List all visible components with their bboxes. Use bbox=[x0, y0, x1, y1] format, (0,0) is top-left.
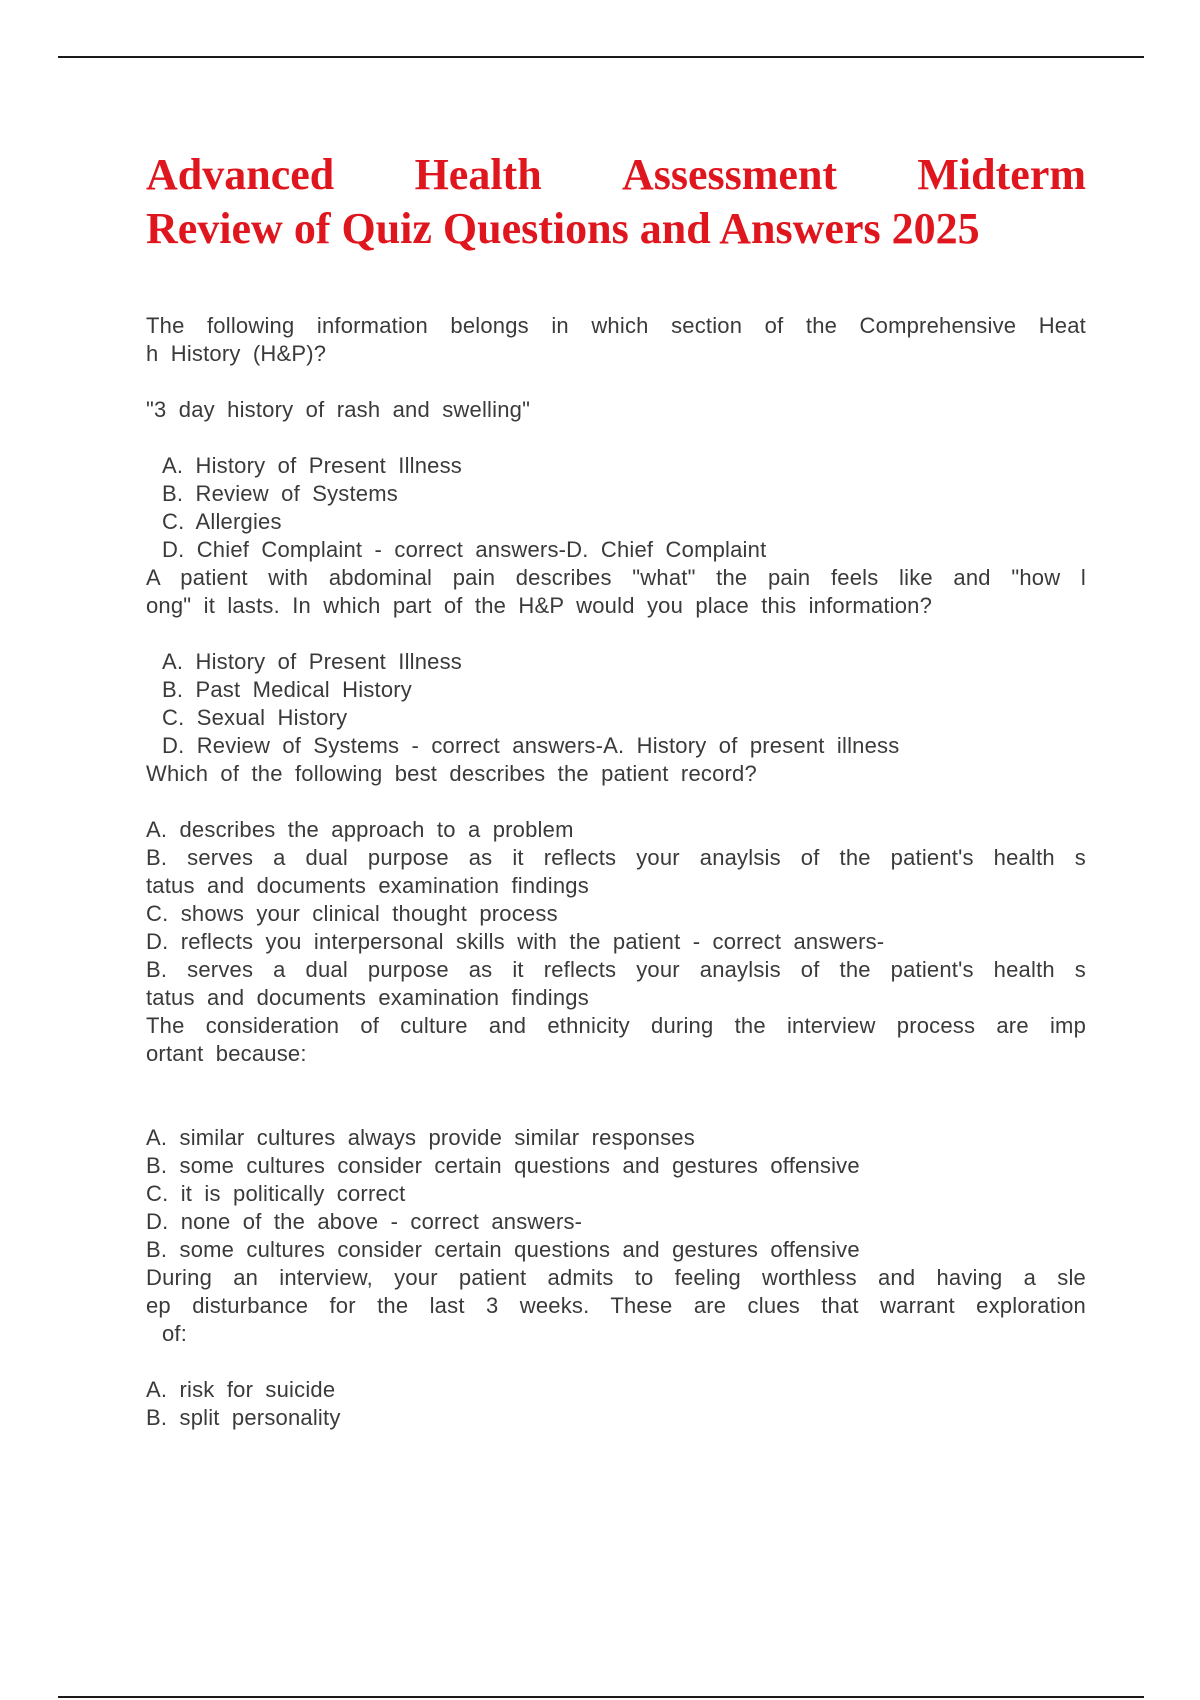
question-3-option-c: C. shows your clinical thought process bbox=[146, 901, 558, 926]
question-2-stem-cont: ong" it lasts. In which part of the H&P would you place this information? bbox=[146, 593, 933, 618]
question-5-stem-end: of: bbox=[162, 1321, 188, 1346]
question-1-option-c: C. Allergies bbox=[162, 509, 282, 534]
question-4-option-d: D. none of the above - correct answers- bbox=[146, 1209, 583, 1234]
question-1-stem-cont: h History (H&P)? bbox=[146, 341, 327, 366]
question-5-stem: During an interview, your patient admits to feeling worthless and having a sle bbox=[146, 1265, 1086, 1290]
title-word: Assessment bbox=[621, 150, 838, 199]
title-word: Midterm bbox=[917, 150, 1086, 199]
question-4-option-b: B. some cultures consider certain questions and gestures offensive bbox=[146, 1153, 860, 1178]
question-1-option-a: A. History of Present Illness bbox=[162, 453, 463, 478]
question-2-option-b: B. Past Medical History bbox=[162, 677, 413, 702]
title-word: Advanced bbox=[146, 150, 335, 199]
document-title bbox=[146, 148, 1086, 256]
question-1-stem: The following information belongs in which section of the Comprehensive Heat bbox=[146, 313, 1086, 338]
spacer bbox=[146, 424, 1086, 452]
question-3-option-b-cont: tatus and documents examination findings bbox=[146, 873, 589, 898]
question-3-option-b: B. serves a dual purpose as it reflects your anaylsis of the patient's health s bbox=[146, 845, 1086, 870]
spacer bbox=[146, 1348, 1086, 1376]
title-word: Health bbox=[414, 150, 542, 199]
question-2-option-d: D. Review of Systems - correct answers-A. History of present illness bbox=[162, 733, 900, 758]
question-3-stem: Which of the following best describes the patient record? bbox=[146, 761, 757, 786]
spacer bbox=[146, 620, 1086, 648]
question-3-answer: B. serves a dual purpose as it reflects your anaylsis of the patient's health s bbox=[146, 957, 1086, 982]
question-4-option-c: C. it is politically correct bbox=[146, 1181, 406, 1206]
question-5-option-b: B. split personality bbox=[146, 1405, 341, 1430]
question-2-option-a: A. History of Present Illness bbox=[162, 649, 463, 674]
question-5-stem-cont: ep disturbance for the last 3 weeks. These are clues that warrant exploration bbox=[146, 1293, 1086, 1318]
question-1-option-b: B. Review of Systems bbox=[162, 481, 398, 506]
spacer bbox=[146, 1068, 1086, 1096]
question-2-stem: A patient with abdominal pain describes "what" the pain feels like and "how l bbox=[146, 565, 1086, 590]
question-4-option-a: A. similar cultures always provide similar responses bbox=[146, 1125, 695, 1150]
top-rule bbox=[58, 56, 1144, 58]
question-5-option-a: A. risk for suicide bbox=[146, 1377, 336, 1402]
spacer bbox=[146, 368, 1086, 396]
quiz-body bbox=[146, 312, 1086, 1432]
bottom-rule bbox=[58, 1696, 1144, 1698]
question-3-option-a: A. describes the approach to a problem bbox=[146, 817, 574, 842]
document-page bbox=[146, 148, 1086, 1432]
question-1-option-d: D. Chief Complaint - correct answers-D. Chief Complaint bbox=[162, 537, 767, 562]
spacer bbox=[146, 1096, 1086, 1124]
question-1-quote: "3 day history of rash and swelling" bbox=[146, 397, 531, 422]
title-line-1 bbox=[146, 148, 1086, 202]
question-4-stem: The consideration of culture and ethnicity during the interview process are imp bbox=[146, 1013, 1086, 1038]
question-3-option-d: D. reflects you interpersonal skills with the patient - correct answers- bbox=[146, 929, 885, 954]
spacer bbox=[146, 788, 1086, 816]
title-line-2: Review of Quiz Questions and Answers 2025 bbox=[146, 204, 980, 253]
question-3-answer-cont: tatus and documents examination findings bbox=[146, 985, 589, 1010]
question-4-answer: B. some cultures consider certain questions and gestures offensive bbox=[146, 1237, 860, 1262]
question-4-stem-cont: ortant because: bbox=[146, 1041, 307, 1066]
question-2-option-c: C. Sexual History bbox=[162, 705, 348, 730]
